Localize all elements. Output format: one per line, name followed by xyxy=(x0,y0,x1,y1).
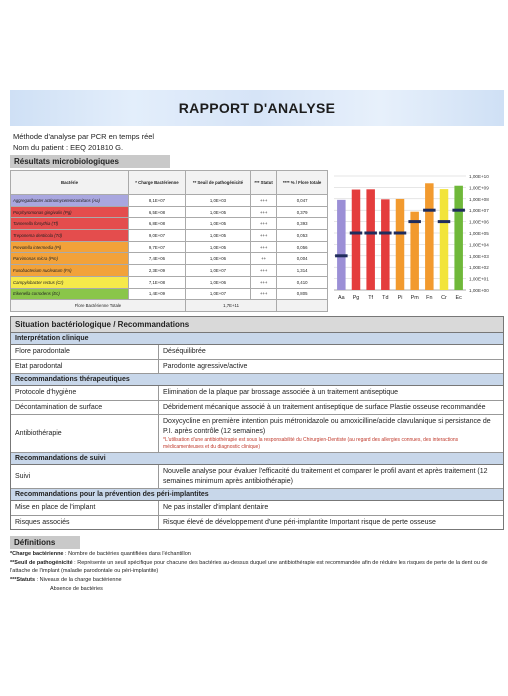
meta-block xyxy=(10,131,504,153)
y-tick-label: 1,00E+10 xyxy=(469,174,489,179)
bacteria-pct: 0,379 xyxy=(277,206,328,218)
table-row xyxy=(11,195,328,207)
bacteria-seuil: 1,0E+06 xyxy=(185,253,250,265)
definition-seuil-text: : Représente un seuil spécifique pour chacune des bactéries au-dessus duquel une antibiothérapie est recommandée afin de réduire les risques de perte de la dent ou de l'attache de l'implant (maladie parodontale ou péri-implantite) xyxy=(10,560,488,574)
col-seuil: ** Seuil de pathogénicité xyxy=(185,171,250,195)
y-tick-label: 1,00E+06 xyxy=(469,219,489,225)
bar xyxy=(425,183,434,290)
bacteria-statut: +++ xyxy=(251,276,277,288)
suivi-value: Nouvelle analyse pour évaluer l'efficacité du traitement et comparer le profil avant et après traitement (12 semaines minimum après antibiothérapie) xyxy=(163,468,488,485)
x-tick-label: Tf xyxy=(368,295,374,301)
col-bacterie: Bactérie xyxy=(11,171,129,195)
x-tick-label: Td xyxy=(382,295,389,301)
col-pct: **** % / Flore totale xyxy=(277,171,328,195)
x-tick-label: Cr xyxy=(441,295,447,301)
col-statut: *** Statut xyxy=(251,171,277,195)
bacteria-charge: 6,8E+08 xyxy=(129,218,186,230)
y-tick-label: 1,00E+02 xyxy=(469,265,489,271)
row-implant xyxy=(11,501,503,516)
bacteria-charge: 2,3E+09 xyxy=(129,265,186,277)
total-value: 1,7E+11 xyxy=(185,300,276,312)
implant-value: Ne pas installer d'implant dentaire xyxy=(163,504,269,511)
y-tick-label: 1,00E+03 xyxy=(469,253,489,259)
bacteria-statut: ++ xyxy=(251,253,277,265)
x-tick-label: Pm xyxy=(410,295,419,301)
bacteria-name: Parvimonas micra (Pm) xyxy=(11,253,129,265)
bacteria-name: Treponema denticola (Td) xyxy=(11,230,129,242)
y-tick-label: 1,00E+07 xyxy=(469,208,489,214)
bacteria-statut: +++ xyxy=(251,241,277,253)
bacteria-pct: 0,410 xyxy=(277,276,328,288)
etat-value: Parodonte agressive/active xyxy=(163,362,248,370)
hygiene-label: Protocole d'hygiène xyxy=(11,386,159,400)
bacteria-pct: 1,314 xyxy=(277,265,328,277)
row-risques xyxy=(11,516,503,530)
total-row xyxy=(11,300,328,312)
chart-svg xyxy=(328,170,504,310)
bar xyxy=(366,189,375,290)
bacteria-statut: +++ xyxy=(251,206,277,218)
bacteria-seuil: 1,0E+06 xyxy=(185,276,250,288)
hygiene-value: Elimination de la plaque par brossage associée à un traitement antiseptique xyxy=(163,389,399,396)
bacteria-statut: +++ xyxy=(251,230,277,242)
title-band xyxy=(10,90,504,126)
bacteria-name: Fusobacterium nucleatum (Fn) xyxy=(11,265,129,277)
bacteria-charge: 7,1E+08 xyxy=(129,276,186,288)
recommendations-heading: Situation bactériologique / Recommandations xyxy=(11,317,503,333)
row-etat xyxy=(11,360,503,375)
band-therapeutic: Recommandations thérapeutiques xyxy=(11,374,503,386)
risques-label: Risques associés xyxy=(11,516,159,530)
bacteria-seuil: 1,0E+05 xyxy=(185,241,250,253)
table-row xyxy=(11,276,328,288)
microbiology-results xyxy=(10,170,504,312)
bacteria-statut: +++ xyxy=(251,195,277,207)
y-tick-label: 1,00E+04 xyxy=(469,242,489,248)
table-header-row xyxy=(11,171,328,195)
bacteria-pct: 0,047 xyxy=(277,195,328,207)
antibiotherapie-value: Doxycycline en première intention puis métronidazole ou amoxicilline/acide clavulanique si persistance de P.I. après contrôle (12 semaines) xyxy=(163,418,491,435)
implant-label: Mise en place de l'implant xyxy=(11,501,159,515)
threshold-marker xyxy=(408,220,421,223)
bacteria-name: Campylobacter rectus (Cr) xyxy=(11,276,129,288)
definition-charge-text: : Nombre de bactéries quantifiées dans l'échantillon xyxy=(63,551,191,557)
table-row xyxy=(11,218,328,230)
flore-label: Flore parodontale xyxy=(11,345,159,359)
decontamination-value: Débridement mécanique associé à un traitement antiseptique de surface Plastie osseuse recommandée xyxy=(163,403,486,411)
y-tick-label: 1,00E+08 xyxy=(469,196,489,202)
row-suivi xyxy=(11,465,503,489)
bacteria-pct: 0,805 xyxy=(277,288,328,300)
patient-line: Nom du patient : EEQ 201810 G. xyxy=(13,143,124,152)
x-tick-label: Pg xyxy=(352,295,360,301)
threshold-marker xyxy=(335,254,348,257)
definitions-block xyxy=(10,536,504,593)
x-tick-label: Pi xyxy=(397,295,403,301)
row-flore xyxy=(11,345,503,360)
bacteria-name: Prevotella intermedia (Pi) xyxy=(11,241,129,253)
suivi-label: Suivi xyxy=(11,465,159,488)
bacteria-pct: 0,053 xyxy=(277,230,328,242)
table-row xyxy=(11,288,328,300)
table-row xyxy=(11,230,328,242)
band-prevention: Recommandations pour la prévention des péri-implantites xyxy=(11,489,503,501)
bacteria-statut: +++ xyxy=(251,265,277,277)
etat-label: Etat parodontal xyxy=(11,360,159,374)
col-charge: * Charge Bactérienne xyxy=(129,171,186,195)
bacteria-pct: 0,004 xyxy=(277,253,328,265)
total-empty xyxy=(277,300,328,312)
bacteria-name: Aggregatibacter actinomycetemcomitans (Aa) xyxy=(11,195,129,207)
threshold-marker xyxy=(423,209,436,212)
row-antibiotherapie xyxy=(11,415,503,453)
definition-statuts-key: ***Statuts xyxy=(10,577,36,583)
threshold-marker xyxy=(379,232,392,235)
results-heading: Résultats microbiologiques xyxy=(10,155,170,168)
total-label: Flore Bactérienne Totale xyxy=(11,300,186,312)
bacteria-pct: 0,393 xyxy=(277,218,328,230)
y-tick-label: 1,00E+00 xyxy=(469,288,489,293)
definition-absence: Absence de bactéries xyxy=(50,586,103,592)
table-row xyxy=(11,253,328,265)
bacteria-chart xyxy=(328,170,504,310)
bacteria-name: Eikenella corrodens (Ec) xyxy=(11,288,129,300)
bacteria-charge: 1,4E+09 xyxy=(129,288,186,300)
x-tick-label: Ec xyxy=(455,295,462,301)
y-tick-label: 1,00E+09 xyxy=(469,185,489,191)
bacteria-statut: +++ xyxy=(251,218,277,230)
definition-statuts-text: : Niveaux de la charge bactérienne xyxy=(35,577,122,583)
antibiotherapie-warning: *L'utilisation d'une antibiothérapie est sous la responsabilité du Chirurgien-Dentiste (au regard des allergies connues, des interactions médicamenteuses et du diagnostic clinique) xyxy=(163,437,459,450)
bar xyxy=(410,212,419,290)
bacteria-charge: 7,4E+06 xyxy=(129,253,186,265)
table-row xyxy=(11,265,328,277)
bar xyxy=(396,199,405,290)
bacteria-charge: 6,5E+08 xyxy=(129,206,186,218)
band-interpretation: Interprétation clinique xyxy=(11,333,503,345)
threshold-marker xyxy=(452,209,465,212)
definition-charge-key: *Charge bactérienne xyxy=(10,551,64,557)
bar xyxy=(337,200,346,290)
band-suivi: Recommandations de suivi xyxy=(11,453,503,465)
bar xyxy=(352,190,361,290)
threshold-marker xyxy=(438,220,451,223)
definitions-heading: Définitions xyxy=(10,536,80,549)
bacteria-charge: 9,7E+07 xyxy=(129,241,186,253)
antibiotherapie-label: Antibiothérapie xyxy=(11,415,159,452)
y-tick-label: 1,00E+01 xyxy=(469,276,489,282)
bar xyxy=(454,186,463,290)
definition-statuts xyxy=(10,576,504,584)
method-line: Méthode d'analyse par PCR en temps réel xyxy=(13,132,155,141)
bacteria-pct: 0,056 xyxy=(277,241,328,253)
table-row xyxy=(11,206,328,218)
bacteria-seuil: 1,0E+05 xyxy=(185,218,250,230)
threshold-marker xyxy=(350,232,363,235)
bacteria-seuil: 1,0E+03 xyxy=(185,195,250,207)
bacteria-name: Porphyromonas gingivalis (Pg) xyxy=(11,206,129,218)
decontamination-label: Décontamination de surface xyxy=(11,401,159,415)
definition-charge xyxy=(10,550,504,558)
report-title: RAPPORT D'ANALYSE xyxy=(178,100,336,116)
threshold-marker xyxy=(364,232,377,235)
row-decontamination xyxy=(11,401,503,416)
threshold-marker xyxy=(394,232,407,235)
bacteria-statut: +++ xyxy=(251,288,277,300)
report-page xyxy=(10,90,504,593)
bacteria-charge: 8,1E+07 xyxy=(129,195,186,207)
bacteria-seuil: 1,0E+07 xyxy=(185,288,250,300)
antibiotherapie-cell xyxy=(159,415,503,452)
definition-seuil-key: **Seuil de pathogénicité xyxy=(10,560,73,566)
bacteria-seuil: 1,0E+05 xyxy=(185,206,250,218)
bacteria-charge: 9,0E+07 xyxy=(129,230,186,242)
bacteria-seuil: 1,0E+05 xyxy=(185,230,250,242)
x-tick-label: Fn xyxy=(426,295,433,301)
y-tick-label: 1,00E+05 xyxy=(469,231,489,236)
bacteria-seuil: 1,0E+07 xyxy=(185,265,250,277)
row-hygiene xyxy=(11,386,503,401)
flore-value: Déséquilibrée xyxy=(163,348,206,355)
bacteria-table xyxy=(10,170,328,312)
bar xyxy=(440,189,449,290)
table-row xyxy=(11,241,328,253)
risques-value: Risque élevé de développement d'une péri-implantite Important risque de perte osseuse xyxy=(163,518,436,526)
bar xyxy=(381,199,390,290)
definition-seuil xyxy=(10,559,504,575)
recommendations-box xyxy=(10,316,504,530)
x-tick-label: Aa xyxy=(338,295,345,301)
bacteria-name: Tannerella forsythia (Tf) xyxy=(11,218,129,230)
